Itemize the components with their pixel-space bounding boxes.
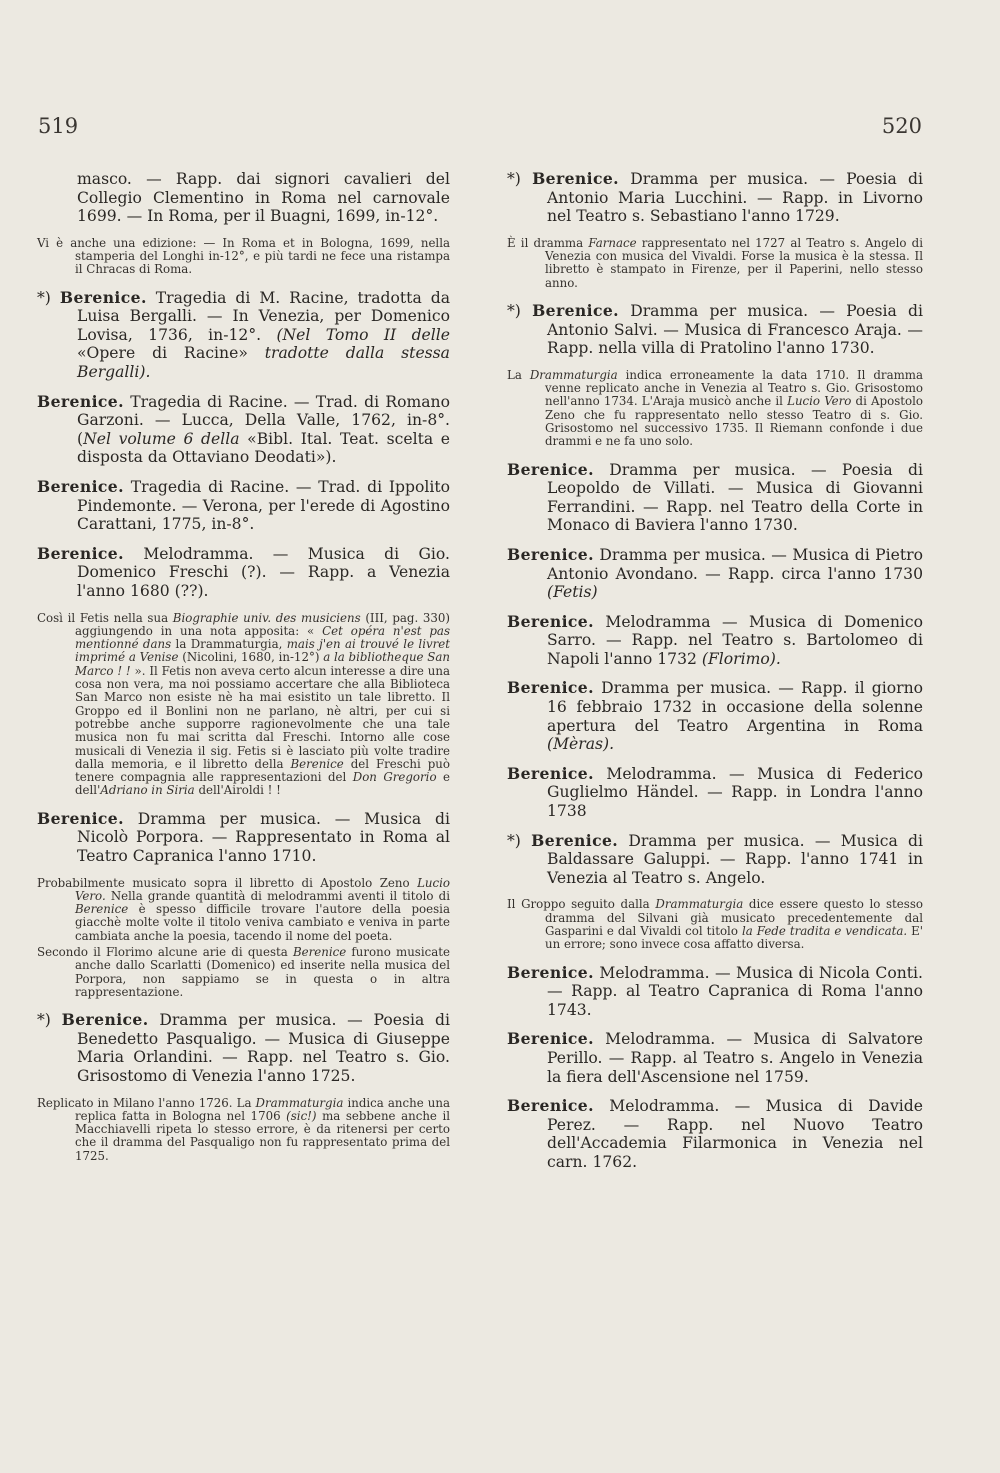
entry-title: Berenice. [532,300,620,320]
entry-title: Berenice. [532,169,620,188]
bibliography-entry [37,289,450,382]
italic-text: Lucio Vero [787,394,852,409]
italic-text: (Fetis) [547,583,598,602]
text-run: Melodramma. — Musica di Nicola Conti. — Rapp. al Teatro Capranica di Roma l'anno 1743. [547,963,923,1019]
text-run: *) [507,170,533,188]
text-run: masco. — Rapp. dai signori cavalieri del Collegio Clementino in Roma nel carnovale 1699. — In Roma, per il Buagni, 1699, in-12°. [77,170,450,226]
text-run: La [507,367,530,382]
italic-text: Berenice [292,945,347,959]
bibliography-entry [507,613,923,669]
italic-text: a la bibliotheque San Marco ! ! [75,650,450,678]
text-run: furono musicate anche dallo Scarlatti (Domenico) ed inserite nella musica del Porpora, non sappiamo se in questa o in altra rappresentazione. [75,945,450,999]
bibliography-entry [37,1011,450,1085]
italic-text: Drammaturgia [655,897,744,912]
italic-text: Drammaturgia [529,367,618,382]
text-run: Dramma per musica. — Musica di Baldassare Galuppi. — Rapp. l'anno 1741 in Venezia al Teatro s. Angelo. [547,831,923,887]
text-run: (III, pag. 330) aggiungendo in una nota apposita: « [75,610,450,638]
text-run: E' un errore; sono invece cosa affatto diversa. [545,924,924,952]
text-run: Probabilmente musicato sopra il libretto di Apostolo Zeno [37,875,418,890]
italic-text: Don Gregorio [352,770,437,785]
entry-title: Berenice. [61,1010,149,1030]
text-run: Dramma per musica. — Poesia di Antonio Maria Lucchini. — Rapp. in Livorno nel Teatro s. Sebastiano l'anno 1729. [547,170,923,226]
entry-title: Berenice. [507,678,594,698]
entry-title: Berenice. [507,611,594,631]
entry-title: Berenice. [37,543,124,563]
text-run: Melodramma. — Musica di Gio. Domenico Freschi (?). — Rapp. a Venezia l'anno 1680 (??). [77,544,450,600]
text-run: indica anche una replica fatta in Bologna nel 1706 [75,1095,450,1123]
text-run: indica erroneamente la data 1710. Il dramma venne replicato anche in Venezia al Teatro s. Gio. Grisostomo nell'anno 1734. L'Araja musicò anche il [545,367,924,409]
page-number-right: 520 [881,114,922,138]
text-run: *) [37,288,60,307]
text-run: Dramma per musica. — Poesia di Benedetto Pasqualigo. — Musica di Giuseppe Maria Orlandini. — Rapp. nel Teatro s. Gio. Grisostomo di Venezia l'anno 1725. [77,1011,450,1085]
text-run: Tragedia di Racine. — Trad. di Ippolito Pindemonte. — Verona, per l'erede di Agostino Carattani, 1775, in-8°. [77,478,450,534]
text-run: È il dramma [507,235,589,250]
entry-title: Berenice. [37,808,124,828]
text-run: è spesso difficile trovare l'autore della poesia giacchè molte volte il titolo veniva cambiato e veniva in parte cambiata anche la poesia, tacendo il nome del poeta. [75,902,450,943]
bibliography-entry [37,393,450,467]
text-run: *) [507,301,533,320]
entry-note [507,898,923,951]
left-column [37,170,450,1175]
bibliography-entry [37,810,450,866]
italic-text: mais j'en ai trouvé le livret imprimé a Venise [75,637,450,665]
italic-text: (sic!) [286,1108,317,1123]
bibliography-entry [507,765,923,821]
text-run: Melodramma. — Musica di Davide Perez. — Rapp. nel Nuovo Teatro dell'Accademia Filarmonica in Venezia nel carn. 1762. [547,1097,923,1171]
entry-note [37,612,450,798]
entry-title: Berenice. [507,544,594,564]
italic-text: Lucio Vero. [75,875,450,903]
italic-text: (Florimo). [701,649,781,668]
entry-note [37,946,450,999]
entry-title: Berenice. [507,962,594,982]
italic-text: Biographie univ. des musiciens [172,610,361,625]
entry-note [37,1097,450,1163]
bibliography-entry [507,302,923,358]
text-run: *) [37,1011,62,1030]
text-run: Il Groppo seguito dalla [507,897,656,912]
italic-text: la Fede tradita e vendicata. [741,924,908,938]
italic-text: Berenice [290,756,344,771]
italic-text: Adriano in Siria [100,783,195,798]
text-run: e dell' [75,770,450,798]
text-run: «Bibl. Ital. Teat. scelta e disposta da Ottaviano Deodati»). [77,429,450,467]
entry-note [507,237,923,290]
entry-title: Berenice. [37,477,124,497]
text-run: Melodramma. — Musica di Salvatore Perillo. — Rapp. al Teatro s. Angelo in Venezia la fiera dell'Ascensione nel 1759. [547,1030,923,1086]
italic-text: Berenice [75,902,129,917]
italic-text: Farnace [588,235,637,250]
entry-title: Berenice. [59,287,147,307]
italic-text: (Mèras). [547,735,615,754]
text-run: Replicato in Milano l'anno 1726. La [37,1095,256,1110]
bibliography-entry [507,546,923,602]
bibliography-entry [507,170,923,226]
entry-title: Berenice. [531,830,619,850]
entry-title: Berenice. [507,1096,594,1116]
text-run: ma sebbene anche il Macchiavelli ripeta lo stesso errore, è da ritenersi per certo che il dramma del Pasqualigo non fu rappresentato prima del 1725. [75,1108,450,1163]
text-run: Dramma per musica. — Poesia di Leopoldo de Villati. — Musica di Giovanni Ferrandini. — Rapp. nel Teatro della Corte in Monaco di Baviera l'anno 1730. [547,460,923,535]
bibliography-entry [507,964,923,1020]
text-run: Dramma per musica. — Rapp. il giorno 16 febbraio 1732 in occasione della solenne apertura del Teatro Argentina in Roma [547,679,923,735]
text-run: Dramma per musica. — Musica di Pietro Antonio Avondano. — Rapp. circa l'anno 1730 [547,545,923,583]
text-run: Secondo il Florimo alcune arie di questa [37,945,293,959]
entry-title: Berenice. [507,459,594,479]
text-run: Dramma per musica. — Poesia di Antonio Salvi. — Musica di Francesco Araja. — Rapp. nella villa di Pratolino l'anno 1730. [547,301,923,358]
bibliography-entry [507,1030,923,1086]
bibliography-entry [507,679,923,753]
text-run: *) [507,831,532,850]
text-run: del Freschi può tenere compagnia alle rappresentazioni del [75,756,450,785]
text-run: Melodramma. — Musica di Federico Guglielmo Händel. — Rapp. in Londra l'anno 1738 [547,764,923,821]
entry-note [507,369,923,449]
italic-text: Nel volume 6 della [83,429,240,448]
entry-title: Berenice. [507,763,594,783]
entry-title: Berenice. [37,391,124,411]
text-run: rappresentato nel 1727 al Teatro s. Angelo di Venezia con musica del Vivaldi. Forse la musica è la stessa. Il libretto è stampato in Firenze, per il Paperini, nello stesso anno. [545,235,923,290]
text-run: Dramma per musica. — Musica di Nicolò Porpora. — Rappresentato in Roma al Teatro Capranica l'anno 1710. [77,809,450,865]
bibliography-entry [507,461,923,535]
italic-text: Cet opéra n'est pas mentionné dans [75,623,450,652]
page-number-left: 519 [38,114,79,138]
text-run: Melodramma — Musica di Domenico Sarro. — Rapp. nel Teatro s. Bartolomeo di Napoli l'anno 1732 [547,612,923,668]
text-run: dice essere questo lo stesso dramma del Silvani già musicato precedentemente dal Gasparini e dal Vivaldi col titolo [545,897,923,938]
text-run: dell'Airoldi ! ! [194,783,281,798]
text-run: Così il Fetis nella sua [37,610,173,625]
bibliography-entry [37,170,450,226]
text-run: di Apostolo Zeno che fu rappresentato nello stesso Teatro di s. Gio. Grisostomo nel successivo 1735. Il Riemann confonde i due drammi e ne fa uno solo. [545,394,923,449]
text-run: la Drammaturgia, [171,637,287,652]
text-run: Vi è anche una edizione: — In Roma et in Bologna, 1699, nella stamperia del Longhi in-12°, e più tardi ne fece una ristampa il Chracas di Roma. [37,235,450,277]
text-run: «Opere di Racine» [77,344,265,363]
text-run: Tragedia di Racine. — Trad. di Romano Garzoni. — Lucca, Della Valle, 1762, in-8°. ( [77,392,450,448]
text-run: Tragedia di M. Racine, tradotta da Luisa Bergalli. — In Venezia, per Domenico Lovisa, 1736, in-12°. [77,288,450,344]
bibliography-entry [507,1097,923,1171]
italic-text: (Nel Tomo II delle [276,325,450,344]
text-run: ». Il Fetis non aveva certo alcun interesse a dire una cosa non vera, ma noi possiamo accertare che alla Biblioteca San Marco non esiste nè ha mai esistito un tale libretto. Il Groppo ed il Bonlini non ne parlano, nè altri, per cui si potrebbe anche supporre ragionevolmente che una tale musica non fu mai scritta dal Freschi. Intorno alle cose musicali di Venezia il sig. Fetis si è lasciato più volte tradire dalla memoria, e il libretto della [75,663,450,771]
right-column [507,170,923,1183]
entry-title: Berenice. [507,1029,594,1049]
text-run: (Nicolini, 1680, in-12°) [178,650,324,665]
bibliography-entry [37,545,450,601]
bibliography-entry [37,478,450,534]
text-run: Nella grande quantità di melodrammi aventi il titolo di [105,888,450,903]
italic-text: tradotte dalla stessa Bergalli). [77,344,450,382]
italic-text: Drammaturgia [255,1095,344,1110]
entry-note [37,237,450,277]
entry-note [37,877,450,943]
bibliography-entry [507,832,923,888]
